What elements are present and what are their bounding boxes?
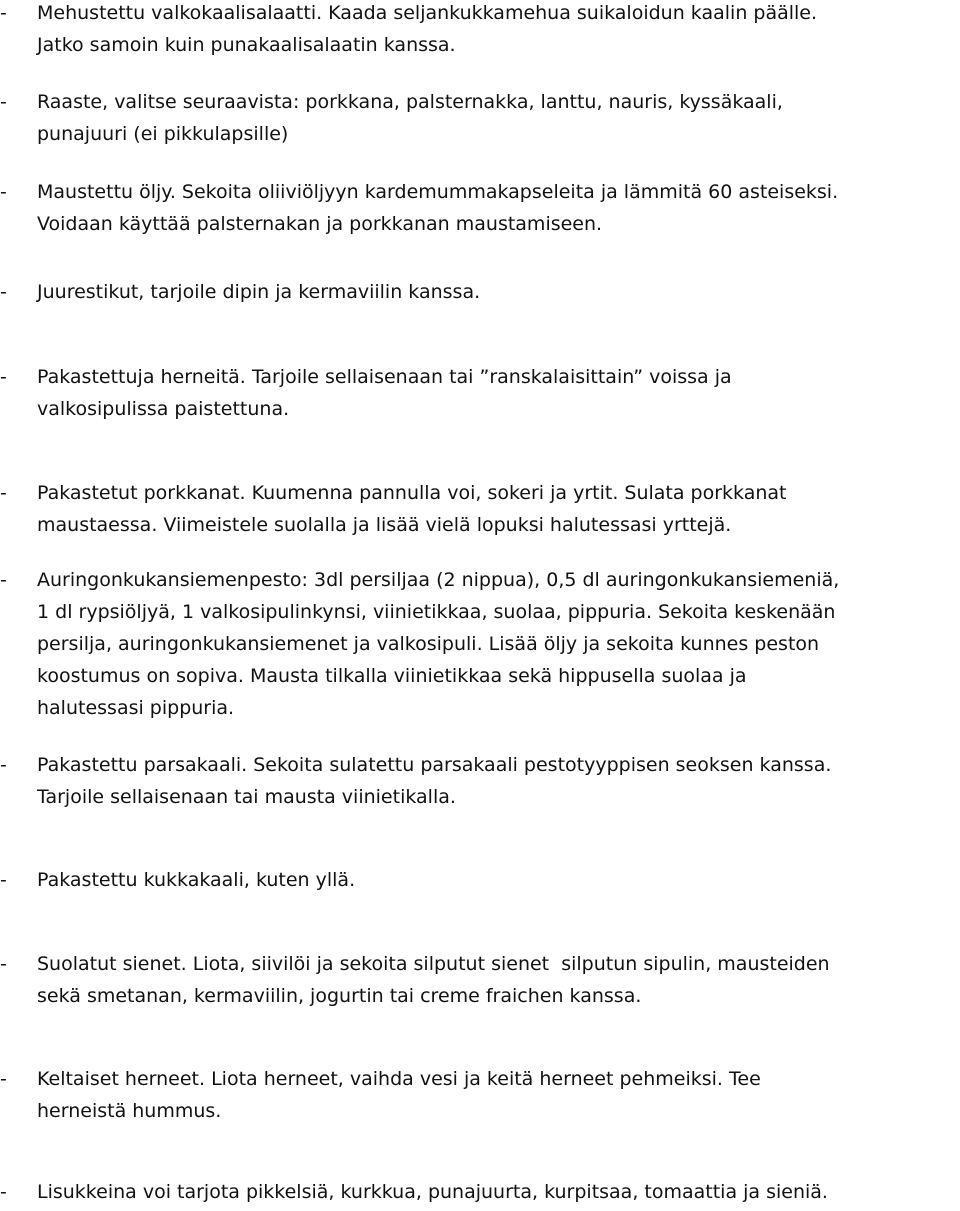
list-item-text: [37, 749, 958, 813]
text-line: herneistä hummus.: [37, 1100, 222, 1122]
text-line: valkosipulissa paistettuna.: [37, 398, 290, 420]
list-bullet: -: [0, 1181, 7, 1203]
list-bullet: -: [0, 953, 7, 975]
list-item-text: [37, 1176, 958, 1208]
list-item-text: [37, 864, 958, 896]
list-bullet: -: [0, 281, 7, 303]
list-bullet: -: [0, 869, 7, 891]
list-item: [0, 276, 958, 308]
text-line: maustaessa. Viimeistele suolalla ja lisää vielä lopuksi halutessasi yrttejä.: [37, 514, 732, 536]
list-item-text: [37, 564, 958, 724]
list-item-text: [37, 0, 958, 61]
text-line: Keltaiset herneet. Liota herneet, vaihda vesi ja keitä herneet pehmeiksi. Tee: [37, 1068, 761, 1090]
text-line: Lisukkeina voi tarjota pikkelsiä, kurkkua, punajuurta, kurpitsaa, tomaattia ja sieniä.: [37, 1181, 828, 1203]
list-item-text: [37, 1063, 958, 1127]
list-item-text: [37, 361, 958, 425]
text-line: Pakastetut porkkanat. Kuumenna pannulla voi, sokeri ja yrtit. Sulata porkkanat: [37, 482, 787, 504]
text-line: Pakastettu parsakaali. Sekoita sulatettu parsakaali pestotyyppisen seoksen kanssa.: [37, 754, 832, 776]
text-line: 1 dl rypsiöljyä, 1 valkosipulinkynsi, viinietikkaa, suolaa, pippuria. Sekoita keskenään: [37, 601, 836, 623]
text-line: punajuuri (ei pikkulapsille): [37, 123, 289, 145]
text-line: Auringonkukansiemenpesto: 3dl persiljaa (2 nippua), 0,5 dl auringonkukansiemeniä,: [37, 569, 840, 591]
text-line: Mehustettu valkokaalisalaatti. Kaada seljankukkamehua suikaloidun kaalin päälle.: [37, 2, 818, 24]
list-item-text: [37, 176, 958, 240]
list-item: [0, 1063, 958, 1127]
list-bullet: -: [0, 91, 7, 113]
list-bullet: -: [0, 754, 7, 776]
list-bullet: -: [0, 569, 7, 591]
text-line: Raaste, valitse seuraavista: porkkana, palsternakka, lanttu, nauris, kyssäkaali,: [37, 91, 783, 113]
text-line: Tarjoile sellaisenaan tai mausta viinietikalla.: [37, 786, 456, 808]
list-item: [0, 477, 958, 541]
text-line: halutessasi pippuria.: [37, 697, 235, 719]
text-line: Suolatut sienet. Liota, siivilöi ja sekoita silputut sienet silputun sipulin, mausteiden: [37, 953, 830, 975]
text-line: Voidaan käyttää palsternakan ja porkkanan maustamiseen.: [37, 213, 603, 235]
list-item: [0, 176, 958, 240]
list-item: [0, 948, 958, 1012]
text-line: Jatko samoin kuin punakaalisalaatin kanssa.: [37, 34, 456, 56]
list-item-text: [37, 477, 958, 541]
list-bullet: -: [0, 2, 7, 24]
list-item: [0, 1176, 958, 1208]
text-line: persilja, auringonkukansiemenet ja valkosipuli. Lisää öljy ja sekoita kunnes peston: [37, 633, 820, 655]
list-item: [0, 749, 958, 813]
list-item-text: [37, 948, 958, 1012]
list-bullet: -: [0, 181, 7, 203]
list-bullet: -: [0, 1068, 7, 1090]
list-item-text: [37, 86, 958, 150]
list-bullet: -: [0, 366, 7, 388]
text-line: Pakastettu kukkakaali, kuten yllä.: [37, 869, 356, 891]
text-line: sekä smetanan, kermaviilin, jogurtin tai creme fraichen kanssa.: [37, 985, 642, 1007]
list-item: [0, 864, 958, 896]
text-line: Juurestikut, tarjoile dipin ja kermaviilin kanssa.: [37, 281, 481, 303]
list-item: [0, 86, 958, 150]
text-line: Maustettu öljy. Sekoita oliiviöljyyn kardemummakapseleita ja lämmitä 60 asteiseksi.: [37, 181, 839, 203]
text-line: koostumus on sopiva. Mausta tilkalla viinietikkaa sekä hippusella suolaa ja: [37, 665, 747, 687]
list-item: [0, 0, 958, 61]
text-line: Pakastettuja herneitä. Tarjoile sellaisenaan tai ”ranskalaisittain” voissa ja: [37, 366, 732, 388]
list-bullet: -: [0, 482, 7, 504]
list-item: [0, 564, 958, 724]
list-item: [0, 361, 958, 425]
list-item-text: [37, 276, 958, 308]
